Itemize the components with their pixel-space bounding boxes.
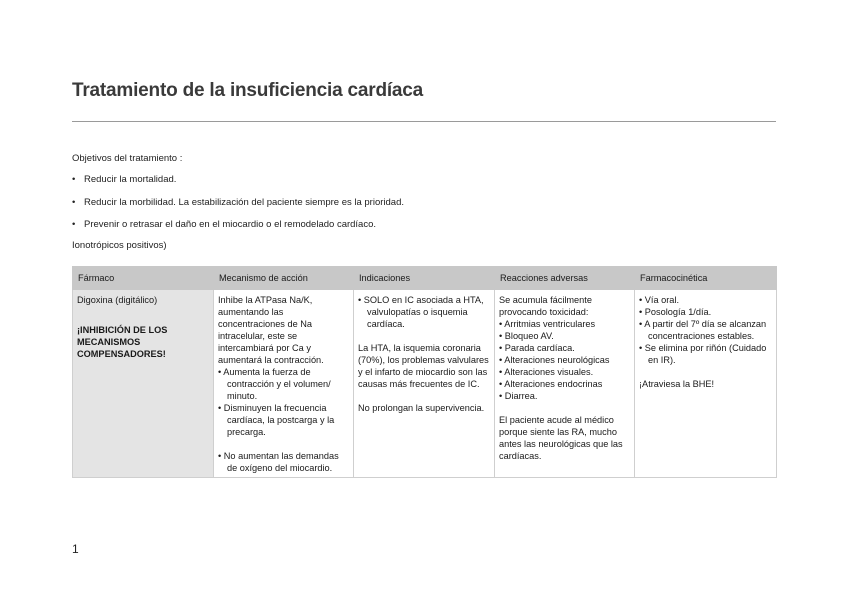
objectives-intro: Objetivos del tratamiento : — [72, 153, 183, 164]
adverse-intro: Se acumula fácilmente provocando toxicidad: — [499, 295, 592, 317]
cell-indications — [354, 290, 495, 478]
cell-pharmacokinetics — [635, 290, 777, 478]
indications-bullets — [358, 294, 490, 330]
list-item: • Alteraciones endocrinas — [499, 378, 630, 390]
pk-outro: ¡Atraviesa la BHE! — [639, 379, 715, 389]
indications-paragraph: La HTA, la isquemia coronaria (70%), los problemas valvulares y el infarto de miocardio son las causas más frecuentes de IC. — [358, 343, 489, 389]
drug-table — [72, 266, 777, 478]
pk-bullets — [639, 294, 772, 366]
mechanism-bullets-2 — [218, 450, 349, 474]
list-item: • Disminuyen la frecuencia cardíaca, la postcarga y la precarga. — [218, 402, 349, 438]
list-item: • SOLO en IC asociada a HTA, valvulopatías o isquemia cardíaca. — [358, 294, 490, 330]
column-header-mechanism: Mecanismo de acción — [214, 267, 354, 290]
drug-emphasis: ¡INHIBICIÓN DE LOS MECANISMOS COMPENSADORES! — [77, 325, 168, 359]
objective-item: • Prevenir o retrasar el daño en el miocardio o el remodelado cardíaco. — [72, 219, 377, 230]
title-divider — [72, 121, 776, 122]
list-item: • Vía oral. — [639, 294, 772, 306]
column-header-pharmacokinetics: Farmacocinética — [635, 267, 777, 290]
cell-drug — [73, 290, 214, 478]
list-item: • No aumentan las demandas de oxígeno del miocardio. — [218, 450, 349, 474]
column-header-drug: Fármaco — [73, 267, 214, 290]
table-row — [73, 290, 777, 478]
cell-adverse — [495, 290, 635, 478]
mechanism-bullets — [218, 366, 349, 438]
objective-item: • Reducir la mortalidad. — [72, 174, 177, 185]
cell-mechanism — [214, 290, 354, 478]
page-number: 1 — [72, 542, 79, 556]
list-item: • A partir del 7º día se alcanzan concentraciones estables. — [639, 318, 772, 342]
list-item: • Diarrea. — [499, 390, 630, 402]
list-item: • Alteraciones neurológicas — [499, 354, 630, 366]
section-note: Ionotrópicos positivos) — [72, 240, 167, 251]
adverse-outro: El paciente acude al médico porque siente las RA, mucho antes las neurológicas que las cardíacas. — [499, 415, 623, 461]
list-item: • Bloqueo AV. — [499, 330, 630, 342]
list-item: • Posología 1/día. — [639, 306, 772, 318]
page-title: Tratamiento de la insuficiencia cardíaca — [72, 80, 424, 101]
bullet-icon: • — [72, 219, 76, 230]
objective-item: • Reducir la morbilidad. La estabilización del paciente siempre es la prioridad. — [72, 196, 405, 208]
list-item: • Alteraciones visuales. — [499, 366, 630, 378]
list-item: • Se elimina por riñón (Cuidado en IR). — [639, 342, 772, 366]
bullet-icon: • — [72, 196, 76, 208]
column-header-adverse: Reacciones adversas — [495, 267, 635, 290]
table-header-row — [73, 267, 777, 290]
column-header-indications: Indicaciones — [354, 267, 495, 290]
mechanism-text: Inhibe la ATPasa Na/K, aumentando las concentraciones de Na intracelular, este se intercambiará por Ca y aumentará la contracción. — [218, 295, 324, 365]
drug-name: Digoxina (digitálico) — [77, 295, 158, 305]
list-item: • Parada cardíaca. — [499, 342, 630, 354]
list-item: • Aumenta la fuerza de contracción y el volumen/ minuto. — [218, 366, 349, 402]
objectives-list — [72, 174, 404, 242]
adverse-bullets — [499, 318, 630, 402]
indications-paragraph-2: No prolongan la supervivencia. — [358, 403, 485, 413]
list-item: • Arritmias ventriculares — [499, 318, 630, 330]
bullet-icon: • — [72, 174, 76, 185]
